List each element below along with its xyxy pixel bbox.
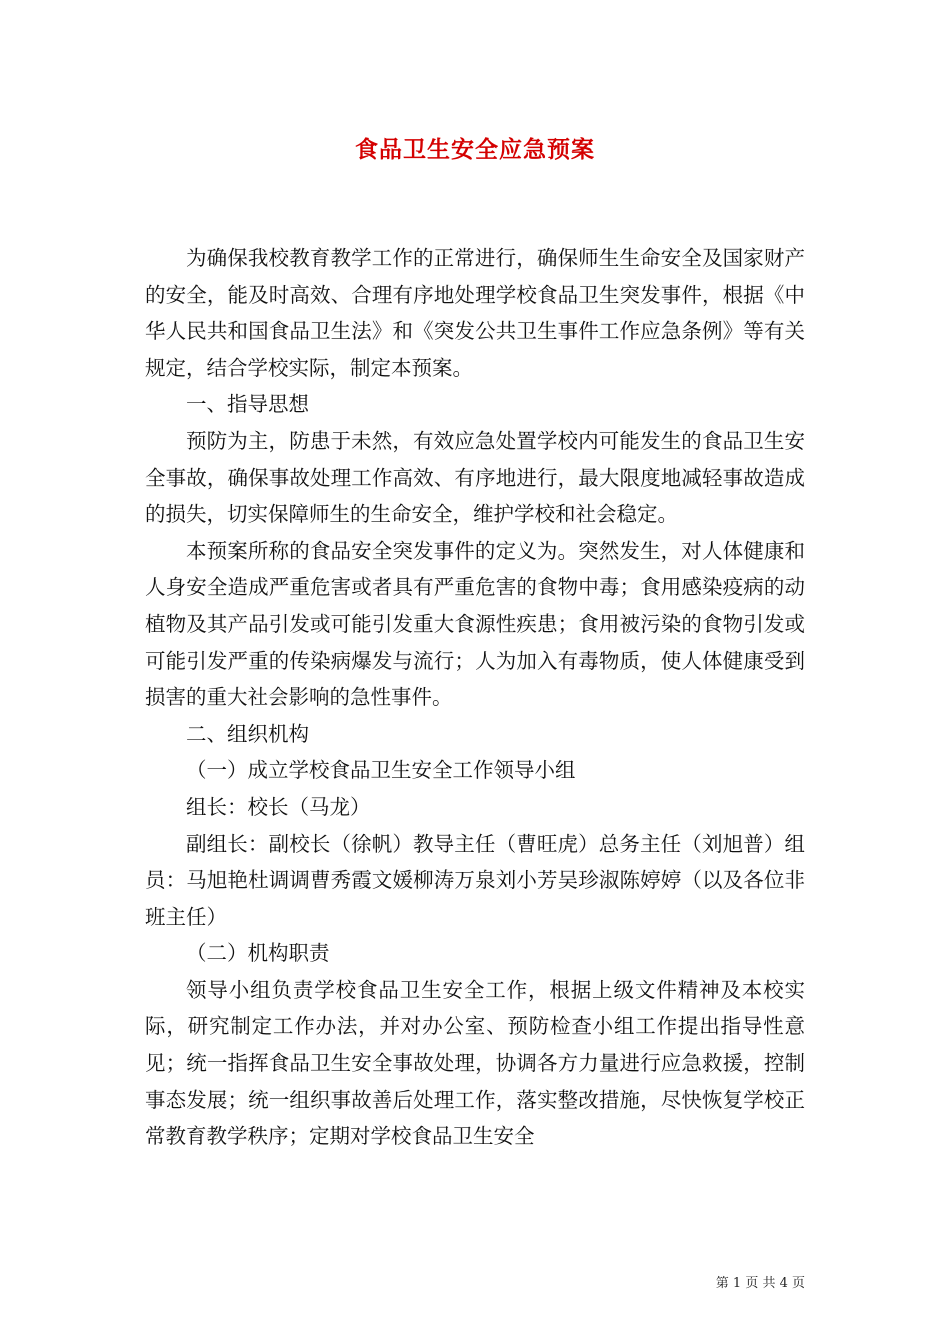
paragraph-group-members: 副组长：副校长（徐帆）教导主任（曹旺虎）总务主任（刘旭普）组员：马旭艳杜调调曹秀霞文媛柳涛万泉刘小芳吴珍淑陈婷婷（以及各位非班主任）: [145, 831, 805, 929]
document-title: 食品卫生安全应急预案: [355, 136, 595, 163]
page-number: 第 1 页 共 4 页: [715, 1276, 805, 1291]
paragraph-definition: 本预案所称的食品安全突发事件的定义为。突然发生，对人体健康和人身安全造成严重危害或者具有严重危害的食物中毒；食用感染疫病的动植物及其产品引发或可能引发重大食源性疾患；食用被污染的食物引发或可能引发严重的传染病爆发与流行；人为加入有毒物质，使人体健康受到损害的重大社会影响的急性事件。: [145, 538, 805, 710]
document-body: [145, 240, 805, 1155]
paragraph-guiding-principle: 预防为主，防患于未然，有效应急处置学校内可能发生的食品卫生安全事故，确保事故处理工作高效、有序地进行，最大限度地减轻事故造成的损失，切实保障师生的生命安全，维护学校和社会稳定。: [145, 428, 805, 527]
paragraph-group-leader: 组长：校长（马龙）: [186, 794, 371, 819]
paragraph-intro: 为确保我校教育教学工作的正常进行，确保师生生命安全及国家财产的安全，能及时高效、合理有序地处理学校食品卫生突发事件，根据《中华人民共和国食品卫生法》和《突发公共卫生事件工作应急条例》等有关规定，结合学校实际，制定本预案。: [145, 246, 805, 380]
subheading-leadership-group: （一）成立学校食品卫生安全工作领导小组: [186, 758, 576, 783]
heading-organization: 二、组织机构: [186, 721, 309, 746]
paragraph-responsibilities: 领导小组负责学校食品卫生安全工作，根据上级文件精神及本校实际，研究制定工作办法，并对办公室、预防检查小组工作提出指导性意见；统一指挥食品卫生安全事故处理，协调各方力量进行应急救援，控制事态发展；统一组织事故善后处理工作，落实整改措施，尽快恢复学校正常教育教学秩序；定期对学校食品卫生安全: [145, 977, 805, 1149]
heading-guiding-principle: 一、指导思想: [186, 392, 309, 417]
subheading-responsibilities: （二）机构职责: [186, 941, 330, 966]
